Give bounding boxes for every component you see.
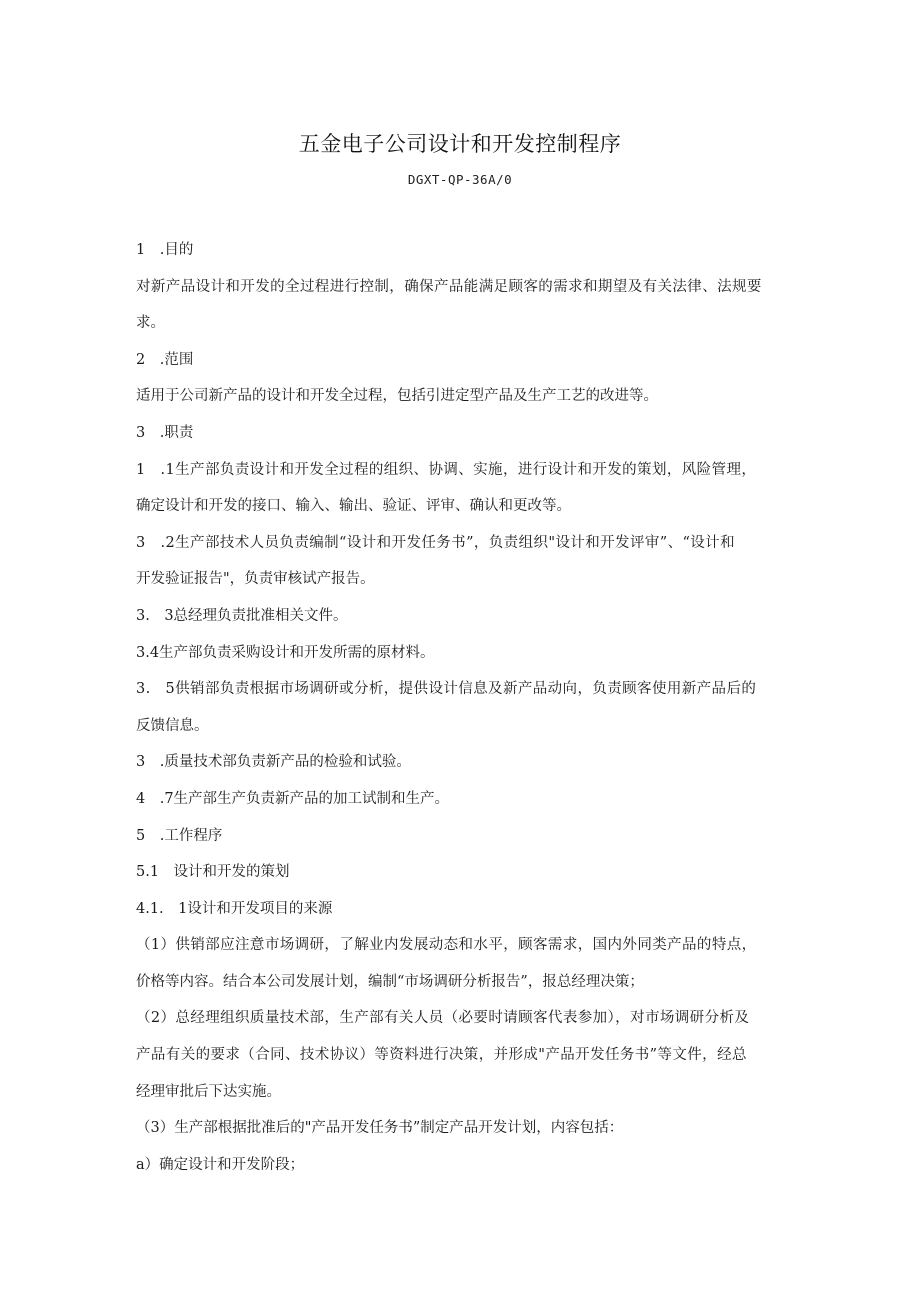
section-heading-purpose: 1 .目的 xyxy=(136,242,194,258)
paragraph-line: 3 .2生产部技术人员负责编制“设计和开发任务书”，负责组织"设计和开发评审”、“设计和 xyxy=(136,534,735,551)
paragraph-line: 对新产品设计和开发的全过程进行控制，确保产品能满足顾客的需求和期望及有关法律、法规要 xyxy=(136,278,762,295)
paragraph-line: （1）供销部应注意市场调研，了解业内发展动态和水平，顾客需求，国内外同类产品的特点， xyxy=(136,937,757,954)
paragraph-line: （3）生产部根据批准后的"产品开发任务书”制定产品开发计划，内容包括： xyxy=(136,1120,624,1137)
document-body xyxy=(136,232,786,1183)
subsection-heading: 5.1 设计和开发的策划 xyxy=(136,864,290,881)
subsection-heading: 4.1. 1设计和开发项目的来源 xyxy=(136,900,333,917)
paragraph-line: 3. 5供销部负责根据市场调研或分析，提供设计信息及新产品动向，负责顾客使用新产品后的 xyxy=(136,681,757,698)
paragraph-line: 求。 xyxy=(136,315,165,332)
list-item: a）确定设计和开发阶段； xyxy=(136,1156,305,1173)
paragraph-line: 3 .质量技术部负责新产品的检验和试验。 xyxy=(136,754,411,771)
paragraph-line: 反馈信息。 xyxy=(136,717,209,734)
paragraph-line: 经理审批后下达实施。 xyxy=(136,1083,281,1100)
paragraph-line: 适用于公司新产品的设计和开发全过程，包括引进定型产品及生产工艺的改进等。 xyxy=(136,388,658,405)
paragraph-line: 确定设计和开发的接口、输入、输出、验证、评审、确认和更改等。 xyxy=(136,498,571,515)
paragraph-line: 价格等内容。结合本公司发展计划，编制“市场调研分析报告”，报总经理决策； xyxy=(136,973,644,990)
paragraph-line: （2）总经理组织质量技术部，生产部有关人员（必要时请顾客代表参加），对市场调研分析及 xyxy=(136,1010,750,1027)
paragraph-line: 产品有关的要求（合同、技术协议）等资料进行决策，并形成"产品开发任务书”等文件，经总 xyxy=(136,1047,747,1064)
document-code: DGXT-QP-36A/0 xyxy=(407,172,513,187)
paragraph-line: 3. 3总经理负责批准相关文件。 xyxy=(136,607,348,624)
section-heading-scope: 2 .范围 xyxy=(136,351,194,368)
document-title: 五金电子公司设计和开发控制程序 xyxy=(298,132,622,156)
paragraph-line: 3.4生产部负责采购设计和开发所需的原材料。 xyxy=(136,644,435,661)
paragraph-line: 4 .7生产部生产负责新产品的加工试制和生产。 xyxy=(136,790,450,807)
section-heading-responsibilities: 3 .职责 xyxy=(136,424,194,441)
paragraph-line: 1 .1生产部负责设计和开发全过程的组织、协调、实施，进行设计和开发的策划，风险管理， xyxy=(136,461,757,478)
paragraph-line: 开发验证报告"，负责审核试产报告。 xyxy=(136,571,375,588)
section-heading-procedure: 5 .工作程序 xyxy=(136,827,223,844)
